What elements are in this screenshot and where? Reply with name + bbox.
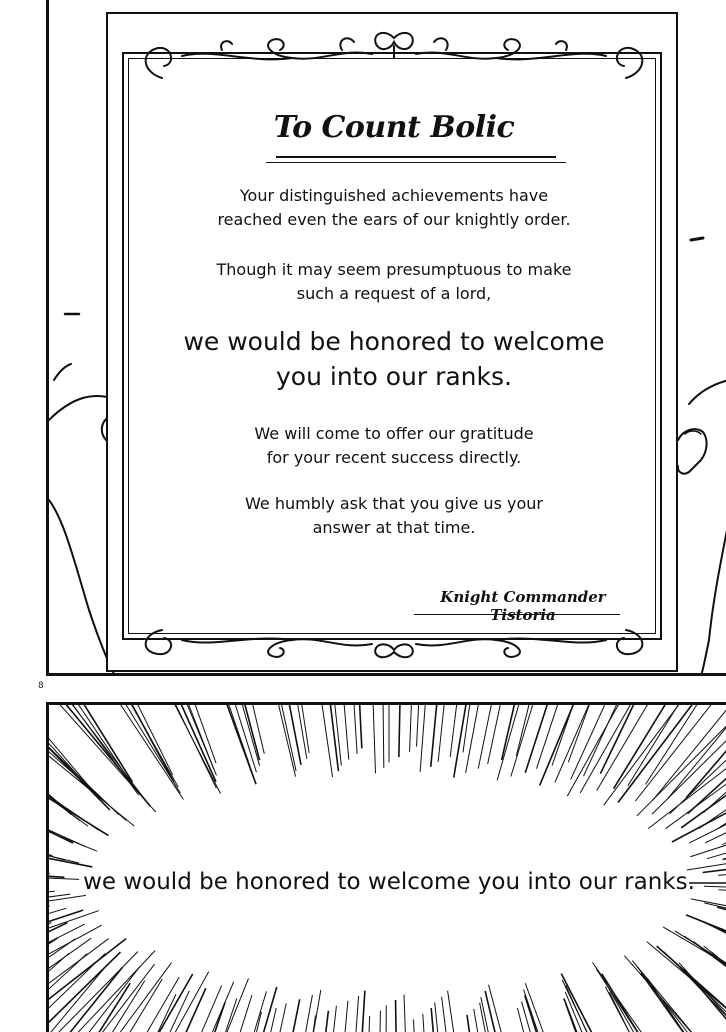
signature-underline xyxy=(414,614,620,615)
speed-line xyxy=(480,1003,626,1032)
letter-paragraph-2 xyxy=(108,258,680,306)
speed-line xyxy=(49,1002,225,1032)
speed-line xyxy=(481,997,640,1032)
speed-line xyxy=(718,825,726,875)
letter-signature: Knight Commander Tistoria xyxy=(440,588,606,624)
letter-paragraph-4 xyxy=(108,422,680,470)
letter-line: answer at that time. xyxy=(312,518,476,537)
speed-line xyxy=(302,996,358,1032)
speed-line xyxy=(49,705,256,784)
letter-line: for your recent success directly. xyxy=(266,448,522,467)
speed-line xyxy=(50,991,267,1032)
speed-line xyxy=(463,705,569,752)
speed-line xyxy=(49,977,179,1032)
speed-line xyxy=(49,705,216,788)
speed-line xyxy=(413,1020,447,1032)
page-number: 8 xyxy=(38,681,44,691)
speed-line xyxy=(49,705,62,838)
speed-line xyxy=(277,1001,348,1032)
letter-paper xyxy=(106,12,678,672)
speed-line xyxy=(49,906,50,1032)
speed-line xyxy=(284,705,349,760)
letter-title: To Count Bolic xyxy=(273,110,515,145)
speed-line xyxy=(132,705,296,771)
speed-line xyxy=(653,705,726,800)
letter-line: Though it may seem presumptuous to make xyxy=(216,260,572,279)
speed-line xyxy=(420,705,479,772)
title-underline-2 xyxy=(266,162,566,163)
emphasis-panel xyxy=(46,702,726,1032)
speed-line xyxy=(49,705,173,781)
speed-line xyxy=(49,705,180,793)
speed-line xyxy=(49,705,73,843)
speed-line xyxy=(597,705,726,791)
speed-line xyxy=(188,990,321,1032)
speed-line xyxy=(49,705,52,832)
speed-line xyxy=(49,894,70,970)
speed-line xyxy=(423,1014,473,1032)
letter-paragraph-3 xyxy=(108,324,680,394)
speed-line xyxy=(704,946,726,1032)
letter-line: We humbly ask that you give us your xyxy=(245,494,543,513)
speed-line xyxy=(399,705,414,757)
speed-line xyxy=(565,992,726,1032)
speed-line xyxy=(566,985,726,1032)
speed-line xyxy=(718,890,726,934)
speed-line xyxy=(49,814,50,873)
speed-line xyxy=(49,891,55,944)
title-underline xyxy=(276,156,556,158)
speed-line xyxy=(49,951,155,1032)
letter-paragraph-1 xyxy=(108,184,680,232)
speed-line xyxy=(49,705,216,782)
letter-panel xyxy=(46,0,726,676)
speed-line xyxy=(49,967,122,1032)
letter-line: such a request of a lord, xyxy=(296,284,492,303)
speed-line xyxy=(349,705,375,773)
emphasis-text: we would be honored to welcome you into our ranks. xyxy=(83,869,695,895)
speed-line xyxy=(220,705,333,777)
speed-line xyxy=(70,705,260,760)
speed-line xyxy=(49,994,176,1032)
speed-line xyxy=(49,705,183,799)
speed-line xyxy=(156,705,301,765)
speed-line xyxy=(525,705,726,773)
speed-line xyxy=(374,705,383,768)
speed-line xyxy=(382,1005,386,1032)
speed-line xyxy=(691,899,726,1013)
speed-line xyxy=(600,705,726,774)
speed-line xyxy=(49,705,139,795)
top-ornament xyxy=(122,28,666,88)
speed-line xyxy=(448,991,562,1032)
speed-line xyxy=(49,705,146,800)
letter-paragraph-5 xyxy=(108,492,680,540)
speed-line xyxy=(648,705,726,829)
speed-line xyxy=(454,705,583,778)
speed-line xyxy=(672,705,726,842)
speed-line xyxy=(49,922,51,1032)
speed-line xyxy=(49,705,104,804)
speed-line xyxy=(686,915,726,1032)
letter-line: reached even the ears of our knightly order. xyxy=(217,210,571,229)
speed-line xyxy=(49,978,249,1032)
letter-line: Your distinguished achievements have xyxy=(239,186,549,205)
speed-line xyxy=(49,988,206,1032)
speed-line xyxy=(49,705,156,812)
speed-line xyxy=(87,1012,262,1032)
speed-line xyxy=(561,974,726,1032)
bottom-ornament xyxy=(122,624,666,664)
letter-line: We will come to offer our gratitude xyxy=(254,424,534,443)
letter-line: you into our ranks. xyxy=(276,362,512,391)
letter-line: we would be honored to welcome xyxy=(183,327,605,356)
speed-line xyxy=(698,920,726,1032)
speed-line xyxy=(404,994,433,1032)
